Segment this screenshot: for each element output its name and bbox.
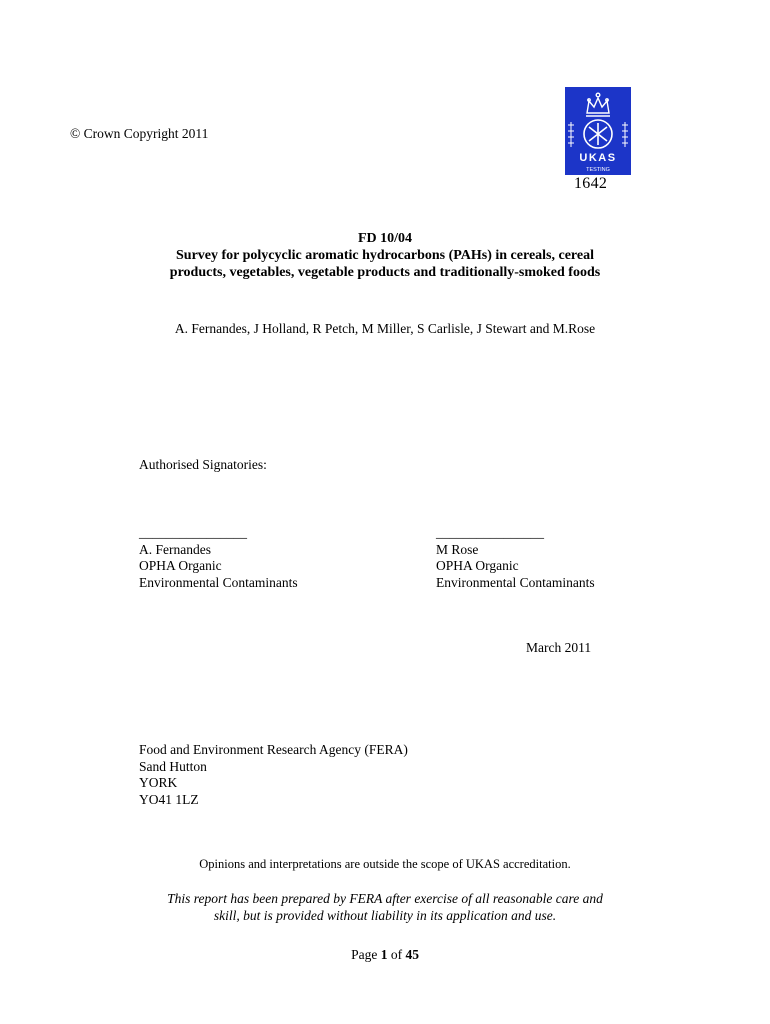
page-prefix: Page [351, 947, 381, 962]
signatory-org: OPHA Organic [436, 558, 519, 573]
page-total: 45 [405, 947, 419, 962]
logo-text: UKAS [579, 152, 617, 164]
title-line-1: Survey for polycyclic aromatic hydrocarbons (PAHs) in cereals, cereal [176, 248, 594, 263]
disclaimer [100, 890, 670, 924]
author-list: A. Fernandes, J Holland, R Petch, M Miller, S Carlisle, J Stewart and M.Rose [174, 321, 596, 336]
page-number [100, 947, 670, 964]
address-line-1: Food and Environment Research Agency (FERA) [139, 742, 408, 757]
address-line-4: YO41 1LZ [139, 791, 199, 807]
title-line-2: products, vegetables, vegetable products and traditionally-smoked foods [169, 265, 601, 280]
signature-line: ________________ [436, 525, 544, 540]
signatory-left [139, 525, 298, 591]
address-line-3: YORK [139, 775, 178, 790]
signatory-name: A. Fernandes [139, 541, 211, 557]
signatory-right [436, 525, 595, 591]
disclaimer-line-1: This report has been prepared by FERA after exercise of all reasonable care and [167, 891, 603, 906]
signatories-label: Authorised Signatories: [139, 457, 267, 472]
logo-subtext: TESTING [586, 167, 610, 173]
disclaimer-line-2: skill, but is provided without liability in its application and use. [213, 908, 557, 923]
page-separator: of [387, 947, 406, 962]
accreditation-number: 1642 [574, 175, 608, 192]
report-title [100, 230, 670, 281]
organisation-address [139, 742, 408, 808]
ukas-accreditation-note: Opinions and interpretations are outside the scope of UKAS accreditation. [199, 857, 571, 871]
signatory-name: M Rose [436, 541, 479, 557]
report-date: March 2011 [526, 640, 592, 655]
copyright-notice: © Crown Copyright 2011 [70, 126, 209, 141]
ukas-crown-mark-icon [565, 87, 631, 175]
address-line-2: Sand Hutton [139, 758, 207, 774]
signatory-dept: Environmental Contaminants [436, 574, 595, 590]
report-code: FD 10/04 [357, 231, 413, 246]
ukas-logo [565, 87, 631, 175]
signatory-dept: Environmental Contaminants [139, 574, 298, 590]
signatory-org: OPHA Organic [139, 558, 222, 573]
page-current: 1 [380, 947, 388, 962]
signature-line: ________________ [139, 525, 247, 540]
